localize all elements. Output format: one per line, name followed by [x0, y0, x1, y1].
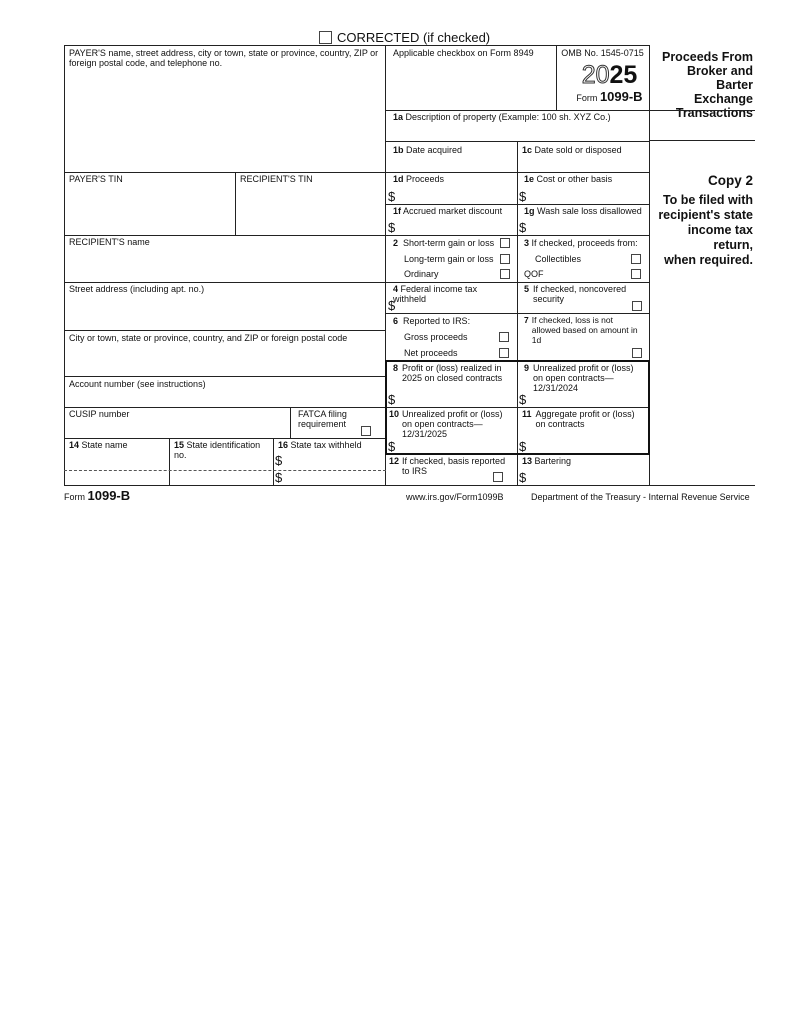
- box8-label: Profit or (loss) realized in 2025 on closed contracts: [402, 363, 503, 383]
- box15-num: 15: [174, 440, 185, 450]
- box12-checkbox[interactable]: [493, 472, 503, 482]
- box4-num: 4: [393, 284, 399, 294]
- box1c-field[interactable]: [517, 141, 650, 173]
- payer-tin-label: PAYER'S TIN: [69, 174, 123, 184]
- dollar-sign: $: [388, 220, 396, 235]
- city-label: City or town, state or province, country, and ZIP or foreign postal code: [69, 333, 348, 343]
- box3-field: [517, 235, 650, 283]
- payer-name-label: PAYER'S name, street address, city or town, state or province, country, ZIP or foreign postal code, and telephone no.: [69, 48, 379, 68]
- cusip-field[interactable]: [64, 407, 291, 439]
- box1g-num: 1g: [524, 206, 535, 216]
- street-address-field[interactable]: [64, 282, 386, 331]
- box1f-num: 1f: [393, 206, 402, 216]
- box5-checkbox[interactable]: [632, 301, 642, 311]
- title-line: Proceeds From: [661, 50, 753, 64]
- dollar-sign: $: [388, 439, 396, 454]
- boxes-8-11-highlight: [385, 360, 650, 455]
- recipient-name-label: RECIPIENT'S name: [69, 237, 150, 247]
- box8-num: 8: [393, 363, 399, 373]
- box12-label: If checked, basis reported to IRS: [402, 456, 506, 476]
- copy-text: To be filed with: [662, 193, 753, 207]
- box6-net-label: Net proceeds: [404, 348, 458, 358]
- box1d-field[interactable]: [386, 172, 518, 205]
- box1a-num: 1a: [393, 112, 404, 122]
- box5-field: [517, 282, 650, 314]
- box2-long-term-checkbox[interactable]: [500, 254, 510, 264]
- dollar-sign: $: [388, 298, 396, 313]
- box11-num: 11: [522, 409, 532, 419]
- copy-title: Copy 2: [707, 173, 753, 188]
- copy-text: income tax return,: [687, 223, 753, 252]
- box11-label: Aggregate profit or (loss) on contracts: [535, 409, 635, 429]
- box2-ordinary-checkbox[interactable]: [500, 269, 510, 279]
- box16-num: 16: [278, 440, 289, 450]
- dollar-sign: $: [275, 453, 283, 468]
- box1f-field[interactable]: [386, 204, 518, 236]
- street-address-label: Street address (including apt. no.): [69, 284, 205, 294]
- title-line: Transactions: [675, 106, 753, 120]
- payer-tin-field[interactable]: [64, 172, 236, 236]
- box2-long-term-label: Long-term gain or loss: [404, 254, 494, 264]
- box14-state-name[interactable]: [64, 438, 170, 486]
- box1b-num: 1b: [393, 145, 404, 155]
- box13-num: 13: [522, 456, 533, 466]
- box10-label: Unrealized profit or (loss) on open contracts—12/31/2025: [402, 409, 503, 439]
- box7-num: 7: [524, 315, 529, 325]
- box15-label: State identification no.: [174, 440, 261, 460]
- box14-label: State name: [81, 440, 128, 450]
- box2-num: 2: [393, 238, 399, 248]
- box13-label: Bartering: [534, 456, 572, 466]
- account-number-label: Account number (see instructions): [69, 379, 206, 389]
- title-line: Broker and: [687, 64, 753, 78]
- box10-num: 10: [389, 409, 400, 419]
- state-row-divider: [64, 470, 386, 471]
- box6-num: 6: [393, 316, 399, 326]
- box14-num: 14: [69, 440, 80, 450]
- omb-year-block: [556, 46, 650, 111]
- account-number-field[interactable]: [64, 376, 386, 408]
- box1e-field[interactable]: [517, 172, 650, 205]
- payer-name-field[interactable]: [64, 46, 386, 173]
- footer-form-name: [64, 488, 130, 503]
- applicable-label: Applicable checkbox on Form 8949: [393, 48, 534, 58]
- box4-label: Federal income tax withheld: [393, 284, 478, 304]
- box2-short-term-checkbox[interactable]: [500, 238, 510, 248]
- box12-field: [386, 454, 518, 486]
- dollar-sign: $: [519, 220, 527, 235]
- box3-qof-checkbox[interactable]: [631, 269, 641, 279]
- box1a-field[interactable]: [386, 110, 650, 142]
- applicable-checkbox-field[interactable]: [386, 46, 557, 111]
- box1b-label: Date acquired: [406, 145, 463, 155]
- form-name: 1099-B: [599, 89, 643, 104]
- dollar-sign: $: [275, 470, 283, 485]
- fatca-label: FATCA filing requirement: [298, 409, 347, 429]
- box6-label: Reported to IRS:: [403, 316, 471, 326]
- omb-number: OMB No. 1545-0715: [561, 48, 644, 58]
- cusip-label: CUSIP number: [69, 409, 130, 419]
- footer-form-prefix: Form: [64, 492, 85, 502]
- box7-checkbox[interactable]: [632, 348, 642, 358]
- box5-label: If checked, noncovered security: [533, 284, 627, 304]
- dollar-sign: $: [519, 189, 527, 204]
- box1g-label: Wash sale loss disallowed: [537, 206, 642, 216]
- box1c-label: Date sold or disposed: [534, 145, 622, 155]
- box1d-label: Proceeds: [406, 174, 445, 184]
- box1d-num: 1d: [393, 174, 404, 184]
- box3-label: If checked, proceeds from:: [531, 238, 638, 248]
- box6-field: [386, 313, 518, 362]
- box1a-label: Description of property (Example: 100 sh. XYZ Co.): [405, 112, 611, 122]
- box1g-field[interactable]: [517, 204, 650, 236]
- box3-collectibles-checkbox[interactable]: [631, 254, 641, 264]
- form-title: [649, 48, 755, 120]
- dollar-sign: $: [388, 392, 396, 407]
- box9-label: Unrealized profit or (loss) on open contracts—12/31/2024: [533, 363, 634, 393]
- box2-ordinary-label: Ordinary: [404, 269, 439, 279]
- box15-state-id[interactable]: [169, 438, 274, 486]
- form-prefix: Form: [576, 93, 598, 103]
- box12-num: 12: [389, 456, 400, 466]
- copy-text: when required.: [664, 253, 753, 267]
- box5-num: 5: [524, 284, 530, 294]
- box4-field[interactable]: [386, 282, 518, 314]
- box13-field[interactable]: [517, 454, 650, 486]
- year-outline: 20: [581, 61, 610, 89]
- dollar-sign: $: [388, 189, 396, 204]
- year-bold: 25: [609, 61, 638, 89]
- box2-short-term-label: Short-term gain or loss: [403, 238, 495, 248]
- box1b-field[interactable]: [386, 141, 518, 173]
- box2-field: [386, 235, 518, 283]
- fatca-field: [290, 407, 386, 439]
- box9-num: 9: [524, 363, 530, 373]
- dollar-sign: $: [519, 392, 527, 407]
- box1c-num: 1c: [522, 145, 533, 155]
- recipient-tin-field[interactable]: [235, 172, 386, 236]
- box7-field: [517, 313, 650, 362]
- box1f-label: Accrued market discount: [403, 206, 503, 216]
- fatca-checkbox[interactable]: [361, 426, 371, 436]
- recipient-tin-label: RECIPIENT'S TIN: [240, 174, 313, 184]
- footer-form-number: 1099-B: [87, 488, 131, 503]
- right-spacer: [649, 110, 755, 141]
- box16-label: State tax withheld: [290, 440, 362, 450]
- copy-block: [649, 172, 755, 267]
- box7-label: If checked, loss is not allowed based on amount in 1d: [531, 315, 638, 345]
- corrected-checkbox-row: [319, 30, 490, 45]
- recipient-name-field[interactable]: [64, 235, 386, 283]
- footer-department: Department of the Treasury - Internal Revenue Service: [531, 492, 750, 502]
- corrected-checkbox[interactable]: [319, 31, 332, 44]
- box1e-num: 1e: [524, 174, 535, 184]
- box6-net-checkbox[interactable]: [499, 348, 509, 358]
- title-line: Barter Exchange: [693, 78, 753, 106]
- dollar-sign: $: [519, 439, 527, 454]
- box3-qof-label: QOF: [524, 269, 544, 279]
- box1e-label: Cost or other basis: [536, 174, 613, 184]
- copy-text: recipient's state: [658, 208, 753, 222]
- box16-state-tax[interactable]: [273, 438, 386, 486]
- box6-gross-label: Gross proceeds: [404, 332, 468, 342]
- city-field[interactable]: [64, 330, 386, 377]
- box3-collectibles-label: Collectibles: [535, 254, 582, 264]
- footer-url[interactable]: www.irs.gov/Form1099B: [406, 492, 504, 502]
- corrected-label: CORRECTED (if checked): [337, 30, 491, 45]
- box3-num: 3: [524, 238, 530, 248]
- box6-gross-checkbox[interactable]: [499, 332, 509, 342]
- dollar-sign: $: [519, 470, 527, 485]
- right-bottom-border: [649, 485, 755, 486]
